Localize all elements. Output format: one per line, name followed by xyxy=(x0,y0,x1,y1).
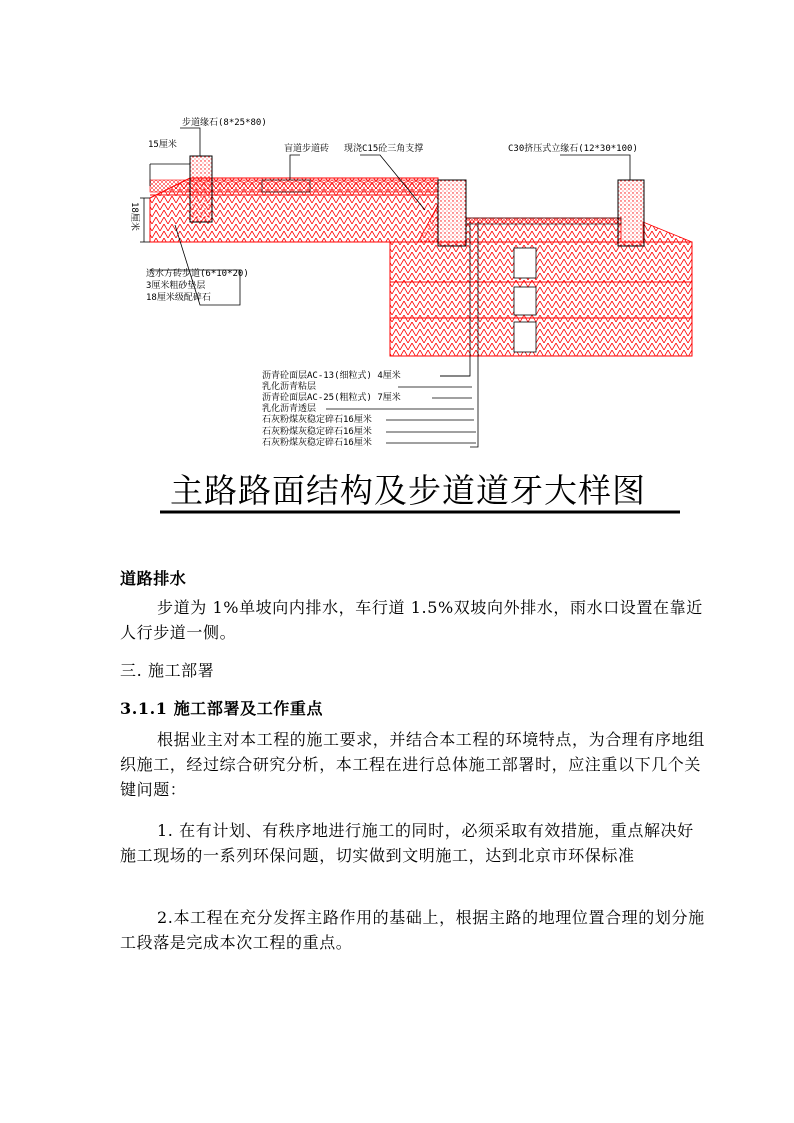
left-curb-stone xyxy=(190,156,212,222)
label-road-layer-5: 石灰粉煤灰稳定碎石16厘米 xyxy=(262,415,372,425)
label-road-layer-4: 乳化沥青透层 xyxy=(262,404,317,414)
pavement-structure-diagram xyxy=(0,0,794,540)
label-road-layer-1: 沥青砼面层AC-13(细粒式) 4厘米 xyxy=(262,371,401,381)
label-sidewalk-layer-1: 透水方砖步道(6*10*20) xyxy=(146,269,249,279)
label-curb-left: 步道缘石(8*25*80) xyxy=(182,118,267,128)
section3-heading: 三. 施工部署 xyxy=(120,661,215,680)
label-dim-15: 15厘米 xyxy=(148,140,177,150)
label-c30-curb: C30挤压式立缘石(12*30*100) xyxy=(508,144,638,154)
c30-curb-right xyxy=(618,180,644,246)
label-sidewalk-layer-2: 3厘米粗砂垫层 xyxy=(146,281,206,291)
label-dim-18: 18厘米 xyxy=(129,202,139,231)
label-sidewalk-layer-3: 18厘米级配碎石 xyxy=(146,293,211,303)
c30-curb-left xyxy=(438,180,466,246)
section-311-intro: 根据业主对本工程的施工要求，并结合本工程的环境特点，为合理有序地组织施工，经过综合研究分析，本工程在进行总体施工部署时，应注重以下几个关键问题： xyxy=(120,730,705,799)
label-c15-support: 现浇C15砼三角支撑 xyxy=(344,144,424,154)
list-item-1: 1. 在有计划、有秩序地进行施工的同时，必须采取有效措施，重点解决好施工现场的一系列环保问题，切实做到文明施工，达到北京市环保标准 xyxy=(120,821,694,865)
list-item-2: 2.本工程在充分发挥主路作用的基础上，根据主路的地理位置合理的划分施工段落是完成本次工程的重点。 xyxy=(120,908,705,952)
label-road-layer-6: 石灰粉煤灰稳定碎石16厘米 xyxy=(262,427,372,437)
drainage-heading: 道路排水 xyxy=(120,569,187,588)
section-311-heading: 3.1.1 施工部署及工作重点 xyxy=(120,699,324,718)
label-road-layer-7: 石灰粉煤灰稳定碎石16厘米 xyxy=(262,438,372,448)
label-road-layer-2: 乳化沥青粘层 xyxy=(262,382,317,392)
label-road-layer-3: 沥青砼面层AC-25(粗粒式) 7厘米 xyxy=(262,393,401,403)
figure-title: 主路路面结构及步道道牙大样图 xyxy=(170,471,646,510)
label-blind-brick: 盲道步道砖 xyxy=(284,144,330,154)
drainage-paragraph: 步道为 1%单坡向内排水，车行道 1.5%双坡向外排水，雨水口设置在靠近人行步道一侧。 xyxy=(120,598,703,642)
